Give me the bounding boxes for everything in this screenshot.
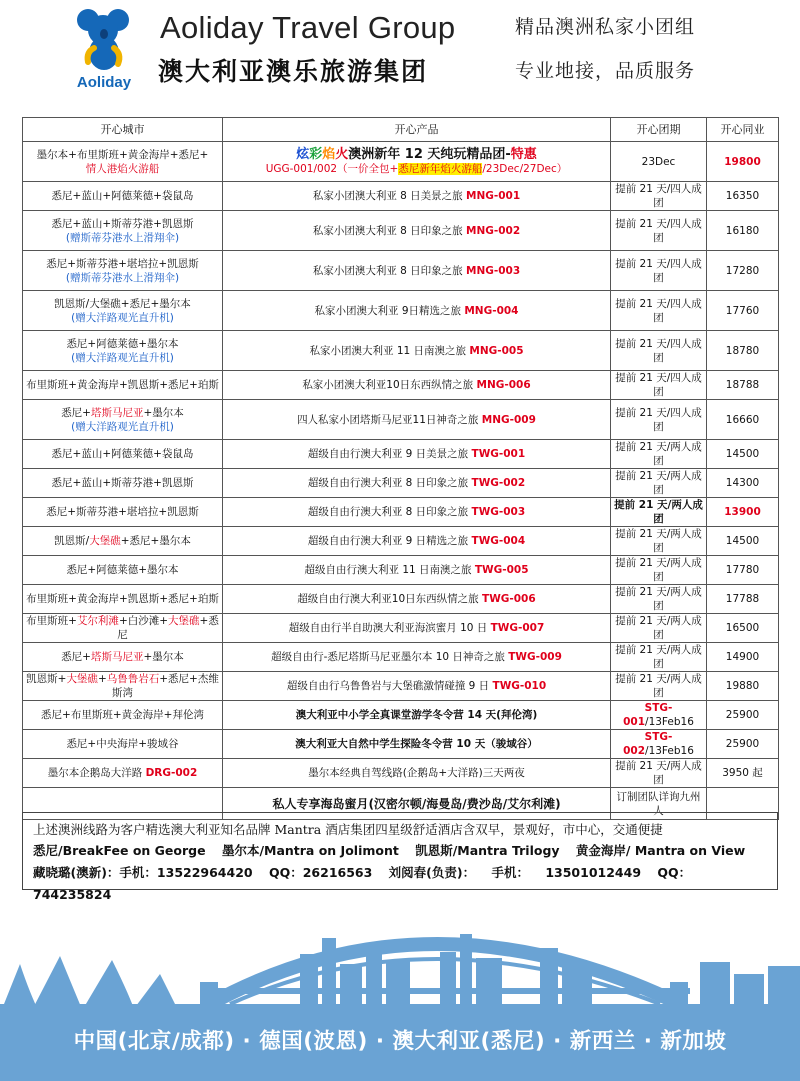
cell-price: 14500 bbox=[707, 527, 779, 556]
cell-price: 17788 bbox=[707, 585, 779, 614]
page-header bbox=[0, 0, 800, 100]
cell-schedule: 提前 21 天/四人成团 bbox=[611, 211, 707, 251]
table-row bbox=[23, 211, 779, 251]
cell-product: 私家小团澳大利亚10日东西纵情之旅 MNG-006 bbox=[223, 371, 611, 400]
hotel-item: 悉尼/BreakFee on George bbox=[33, 843, 206, 858]
cell-city: 悉尼+蓝山+阿德莱德+袋鼠岛 bbox=[23, 182, 223, 211]
contact-item: QQ：26216563 bbox=[268, 865, 373, 880]
table-row bbox=[23, 440, 779, 469]
cell-city: 墨尔本+布里斯班+黄金海岸+悉尼+ 情人港焰火游船 bbox=[23, 142, 223, 182]
cell-price: 16180 bbox=[707, 211, 779, 251]
cell-price: 19880 bbox=[707, 672, 779, 701]
cell-city: 悉尼+斯蒂芬港+堪培拉+凯恩斯 (赠斯蒂芬港水上滑翔伞) bbox=[23, 251, 223, 291]
cell-product: 超级自由行澳大利亚 9 日美景之旅 TWG-001 bbox=[223, 440, 611, 469]
contact-item: 刘阅春(负责)： bbox=[388, 865, 476, 880]
cell-schedule: 提前 21 天/四人成团 bbox=[611, 331, 707, 371]
hotel-item: 凯恩斯/Mantra Trilogy bbox=[415, 843, 560, 858]
cell-product: 澳大利亚中小学全真课堂游学冬令营 14 天(拜伦湾) bbox=[223, 701, 611, 730]
cell-date: 23Dec bbox=[611, 142, 707, 182]
cell-price: 14900 bbox=[707, 643, 779, 672]
cell-schedule: 提前 21 天/四人成团 bbox=[611, 291, 707, 331]
cell-price: 17280 bbox=[707, 251, 779, 291]
cell-schedule: 提前 21 天/两人成团 bbox=[611, 469, 707, 498]
contact-item: 藏晓璐(澳新)：手机：13522964420 bbox=[33, 865, 253, 880]
table-row bbox=[23, 527, 779, 556]
slogan-line-2: 专业地接，品质服务 bbox=[515, 60, 696, 82]
cell-city: 墨尔本企鹅岛大洋路 DRG-002 bbox=[23, 759, 223, 788]
cell-schedule: 订制团队详询九州人 bbox=[611, 788, 707, 820]
sydney-skyline-illustration bbox=[0, 894, 800, 1014]
cell-price: 16500 bbox=[707, 614, 779, 643]
cell-schedule: 提前 21 天/两人成团 bbox=[611, 498, 707, 527]
cell-product: 超级自由行澳大利亚 11 日南澳之旅 TWG-005 bbox=[223, 556, 611, 585]
table-row bbox=[23, 730, 779, 759]
cell-city: 悉尼+蓝山+斯蒂芬港+凯恩斯 bbox=[23, 469, 223, 498]
table-row bbox=[23, 251, 779, 291]
cell-schedule: 提前 21 天/两人成团 bbox=[611, 672, 707, 701]
table-row bbox=[23, 759, 779, 788]
cell-price: 25900 bbox=[707, 730, 779, 759]
cell-city: 悉尼+塔斯马尼亚+墨尔本 (赠大洋路观光直升机) bbox=[23, 400, 223, 440]
cell-city: 悉尼+阿德莱德+墨尔本 bbox=[23, 556, 223, 585]
contact-item: QQ：744235824 bbox=[33, 865, 692, 902]
cell-city: 悉尼+布里斯班+黄金海岸+拜伦湾 bbox=[23, 701, 223, 730]
cell-price: 14300 bbox=[707, 469, 779, 498]
cell-product: 私家小团澳大利亚 9日精选之旅 MNG-004 bbox=[223, 291, 611, 331]
cell-price: 18788 bbox=[707, 371, 779, 400]
cell-city: 凯恩斯/大堡礁+悉尼+墨尔本 bbox=[23, 527, 223, 556]
hotel-list bbox=[33, 840, 767, 862]
cell-city: 悉尼+斯蒂芬港+堪培拉+凯恩斯 bbox=[23, 498, 223, 527]
cell-city: 悉尼+阿德莱德+墨尔本 (赠大洋路观光直升机) bbox=[23, 331, 223, 371]
header-product: 开心产品 bbox=[223, 118, 611, 142]
cell-product: 超级自由行-悉尼塔斯马尼亚墨尔本 10 日神奇之旅 TWG-009 bbox=[223, 643, 611, 672]
cell-product: 私家小团澳大利亚 8 日印象之旅 MNG-003 bbox=[223, 251, 611, 291]
cell-city: 凯恩斯+大堡礁+乌鲁鲁岩石+悉尼+杰维斯湾 bbox=[23, 672, 223, 701]
cell-price: 14500 bbox=[707, 440, 779, 469]
contact-item: 13501012449 bbox=[545, 865, 642, 880]
table-row bbox=[23, 672, 779, 701]
cell-schedule: 提前 21 天/两人成团 bbox=[611, 440, 707, 469]
cell-schedule: 提前 21 天/四人成团 bbox=[611, 182, 707, 211]
cell-price: 25900 bbox=[707, 701, 779, 730]
table-row bbox=[23, 371, 779, 400]
table-row bbox=[23, 291, 779, 331]
cell-city: 悉尼+塔斯马尼亚+墨尔本 bbox=[23, 643, 223, 672]
cell-product: 私家小团澳大利亚 8 日美景之旅 MNG-001 bbox=[223, 182, 611, 211]
cell-schedule: 提前 21 天/两人成团 bbox=[611, 614, 707, 643]
product-table bbox=[22, 117, 779, 820]
cell-product: 墨尔本经典自驾线路(企鹅岛+大洋路)三天两夜 bbox=[223, 759, 611, 788]
cell-price: 3950 起 bbox=[707, 759, 779, 788]
table-row bbox=[23, 331, 779, 371]
cell-product: 超级自由行半自助澳大利亚海滨蜜月 10 日 TWG-007 bbox=[223, 614, 611, 643]
table-row bbox=[23, 585, 779, 614]
cell-city: 悉尼+蓝山+阿德莱德+袋鼠岛 bbox=[23, 440, 223, 469]
cell-product: 私家小团澳大利亚 8 日印象之旅 MNG-002 bbox=[223, 211, 611, 251]
table-row bbox=[23, 643, 779, 672]
cell-price: 17760 bbox=[707, 291, 779, 331]
table-row bbox=[23, 400, 779, 440]
cell-city: 悉尼+蓝山+斯蒂芬港+凯恩斯 (赠斯蒂芬港水上滑翔伞) bbox=[23, 211, 223, 251]
table-row-featured bbox=[23, 142, 779, 182]
header-schedule: 开心团期 bbox=[611, 118, 707, 142]
cell-schedule: STG-002/13Feb16 bbox=[611, 730, 707, 759]
cell-product: 炫彩焰火澳洲新年 12 天纯玩精品团-特惠 UGG-001/002（一价全包+悉尼新年焰火游船/23Dec/27Dec） bbox=[223, 142, 611, 182]
cell-product: 超级自由行澳大利亚 8 日印象之旅 TWG-002 bbox=[223, 469, 611, 498]
cell-city: 布里斯班+黄金海岸+凯恩斯+悉尼+珀斯 bbox=[23, 585, 223, 614]
cell-schedule: 提前 21 天/两人成团 bbox=[611, 527, 707, 556]
table-header-row bbox=[23, 118, 779, 142]
cell-product: 澳大利亚大自然中学生探险冬令营 10 天（骏域谷） bbox=[223, 730, 611, 759]
cell-product: 超级自由行澳大利亚 8 日印象之旅 TWG-003 bbox=[223, 498, 611, 527]
hotel-item: 墨尔本/Mantra on Jolimont bbox=[221, 843, 399, 858]
brand-logo bbox=[68, 8, 140, 92]
cell-schedule: 提前 21 天/两人成团 bbox=[611, 556, 707, 585]
cell-schedule: STG-001/13Feb16 bbox=[611, 701, 707, 730]
cell-schedule: 提前 21 天/两人成团 bbox=[611, 643, 707, 672]
cell-city: 悉尼+中央海岸+骏域谷 bbox=[23, 730, 223, 759]
cell-price: 16660 bbox=[707, 400, 779, 440]
koala-mascot-icon bbox=[74, 8, 134, 74]
cell-schedule: 提前 21 天/四人成团 bbox=[611, 251, 707, 291]
brand-name-cn: 澳大利亚澳乐旅游集团 bbox=[158, 57, 429, 86]
header-city: 开心城市 bbox=[23, 118, 223, 142]
cell-schedule: 提前 21 天/两人成团 bbox=[611, 759, 707, 788]
brand-name-en: Aoliday Travel Group bbox=[160, 10, 456, 45]
table-row bbox=[23, 614, 779, 643]
cell-schedule: 提前 21 天/四人成团 bbox=[611, 371, 707, 400]
cell-product: 私人专享海岛蜜月(汉密尔顿/海曼岛/费沙岛/艾尔利滩) bbox=[223, 788, 611, 820]
cell-price: 16350 bbox=[707, 182, 779, 211]
cell-price: 18780 bbox=[707, 331, 779, 371]
header-price: 开心同业 bbox=[707, 118, 779, 142]
office-locations-bar: 中国(北京/成都) · 德国(波恩) · 澳大利亚(悉尼) · 新西兰 · 新加坡 bbox=[0, 1011, 800, 1081]
table-row bbox=[23, 498, 779, 527]
contact-item: 手机： bbox=[491, 865, 529, 880]
cell-product: 超级自由行澳大利亚 9 日精选之旅 TWG-004 bbox=[223, 527, 611, 556]
cell-schedule: 提前 21 天/两人成团 bbox=[611, 585, 707, 614]
logo-text: Aoliday bbox=[76, 74, 132, 91]
cell-city: 布里斯班+艾尔利滩+白沙滩+大堡礁+悉尼 bbox=[23, 614, 223, 643]
table-row bbox=[23, 469, 779, 498]
hotel-contact-info bbox=[22, 812, 778, 902]
slogan-line-1: 精品澳洲私家小团组 bbox=[515, 16, 696, 38]
cell-product: 私家小团澳大利亚 11 日南澳之旅 MNG-005 bbox=[223, 331, 611, 371]
cell-price: 17780 bbox=[707, 556, 779, 585]
cell-product: 超级自由行澳大利亚10日东西纵情之旅 TWG-006 bbox=[223, 585, 611, 614]
table-row bbox=[23, 701, 779, 730]
cell-city: 凯恩斯/大堡礁+悉尼+墨尔本 (赠大洋路观光直升机) bbox=[23, 291, 223, 331]
table-row bbox=[23, 182, 779, 211]
cell-product: 四人私家小团塔斯马尼亚11日神奇之旅 MNG-009 bbox=[223, 400, 611, 440]
hotel-item: 黄金海岸/ Mantra on View bbox=[575, 843, 746, 858]
cell-city: 布里斯班+黄金海岸+凯恩斯+悉尼+珀斯 bbox=[23, 371, 223, 400]
cell-product: 超级自由行乌鲁鲁岩与大堡礁激情碰撞 9 日 TWG-010 bbox=[223, 672, 611, 701]
cell-price: 19800 bbox=[707, 142, 779, 182]
cell-price: 13900 bbox=[707, 498, 779, 527]
hotel-description: 上述澳洲线路为客户精选澳大利亚知名品牌 Mantra 酒店集团四星级舒适酒店含双早，景观好，市中心，交通便捷 bbox=[33, 822, 663, 837]
table-row bbox=[23, 556, 779, 585]
cell-schedule: 提前 21 天/四人成团 bbox=[611, 400, 707, 440]
